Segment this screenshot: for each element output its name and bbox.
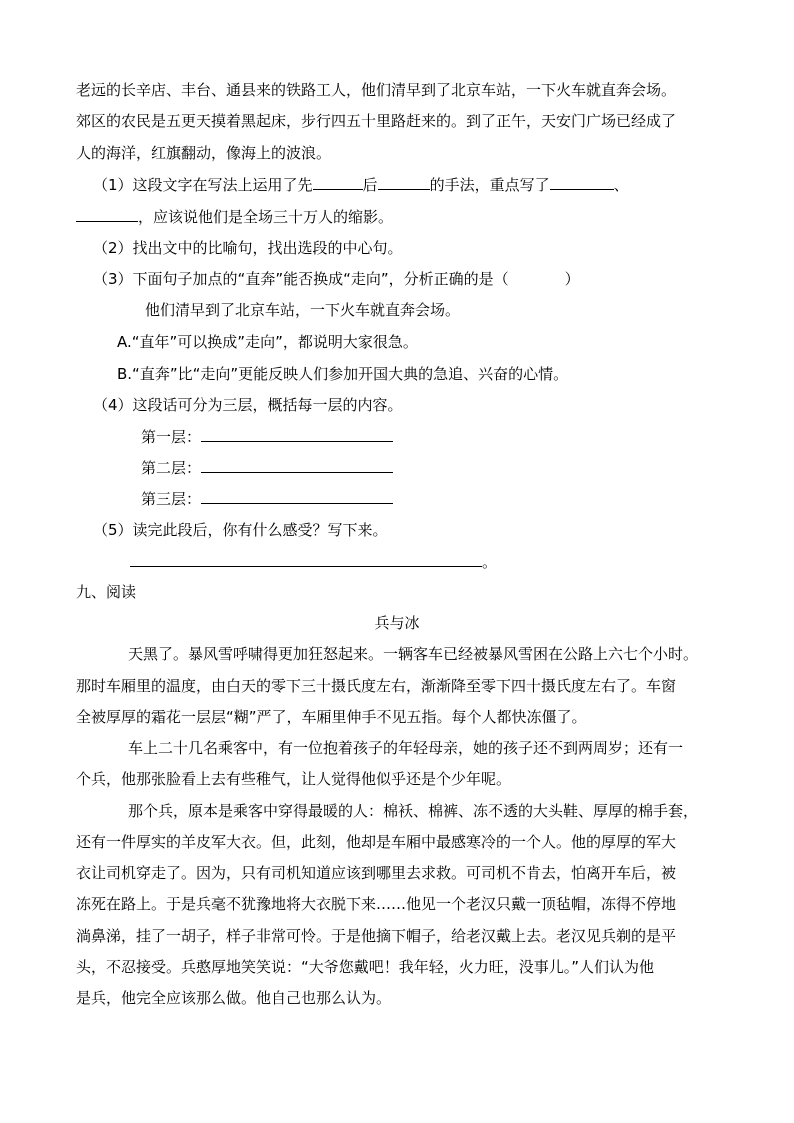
article-line: 衣让司机穿走了。因为，只有司机知道应该到哪里去求救。可司机不肯去，怕离开车后，被 xyxy=(76,864,677,882)
question-1-cont xyxy=(76,206,393,228)
q3-sentence: 他们清早到了北京车站，一下火车就直奔会场。 xyxy=(145,301,461,319)
passage-line: 老远的长辛店、丰台、通县来的铁路工人，他们清早到了北京车站，一下火车就直奔会场。 xyxy=(76,81,677,99)
q1-blank-focus-1[interactable] xyxy=(550,175,614,190)
article-title: 兵与冰 xyxy=(374,614,420,632)
article-line: 个兵，他那张脸看上去有些稚气，让人觉得他似乎还是个少年呢。 xyxy=(76,770,512,788)
passage-line: 人的海洋，红旗翻动，像海上的波浪。 xyxy=(76,144,332,162)
q4-layer-2-blank[interactable] xyxy=(201,458,393,473)
q3-stem: （3）下面句子加点的“直奔”能否换成“走向”，分析正确的是（ xyxy=(93,270,509,288)
article-line: 淌鼻涕，挂了一胡子，样子非常可怜。于是他摘下帽子，给老汉戴上去。老汉见兵剃的是平 xyxy=(76,927,677,945)
question-3 xyxy=(93,268,580,290)
q4-layer-3 xyxy=(141,488,393,510)
q5-answer-line xyxy=(130,551,497,573)
section-heading: 九、阅读 xyxy=(76,583,137,601)
question-5: （5）读完此段后，你有什么感受？写下来。 xyxy=(93,521,388,539)
article-line: 头，不忍接受。兵憨厚地笑笑说：“大爷您戴吧！我年轻，火力旺，没事儿。”人们认为他 xyxy=(76,958,655,976)
q1-text-b: 后 xyxy=(362,176,378,194)
passage-line: 郊区的农民是五更天摸着黑起床，步行四五十里路赶来的。到了正午，天安门广场已经成了 xyxy=(76,112,677,130)
q1-text-d: 、 xyxy=(613,176,629,194)
q4-layer-1-label: 第一层： xyxy=(141,428,202,446)
q4-layer-3-label: 第三层： xyxy=(141,490,202,508)
q1-blank-first[interactable] xyxy=(313,175,363,190)
q1-text-a: （1）这段文字在写法上运用了先 xyxy=(93,176,313,194)
question-4: （4）这段话可分为三层，概括每一层的内容。 xyxy=(93,396,403,414)
article-line: 那时车厢里的温度，由白天的零下三十摄氏度左右，渐渐降至零下四十摄氏度左右了。车窗 xyxy=(76,677,677,695)
q3-option-b[interactable]: B.“直奔”比“走向”更能反映人们参加开国大典的急追、兴奋的心情。 xyxy=(117,365,569,383)
q3-close: ） xyxy=(564,270,580,288)
article-line: 是兵，他完全应该那么做。他自己也那么认为。 xyxy=(76,989,392,1007)
article-line: 全被厚厚的霜花一层层“糊”严了，车厢里伸手不见五指。每个人都快冻僵了。 xyxy=(76,708,587,726)
q4-layer-1 xyxy=(141,426,393,448)
article-line: 车上二十几名乘客中，有一位抱着孩子的年轻母亲，她的孩子还不到两周岁；还有一 xyxy=(128,739,684,757)
q4-layer-2-label: 第二层： xyxy=(141,459,202,477)
article-line: 冻死在路上。于是兵毫不犹豫地将大衣脱下来……他见一个老汉只戴一顶毡帽，冻得不停地 xyxy=(76,895,677,913)
q4-layer-1-blank[interactable] xyxy=(201,427,393,442)
q1-text-e: ，应该说他们是全场三十万人的缩影。 xyxy=(138,208,394,226)
question-1 xyxy=(93,174,629,196)
article-line: 天黑了。暴风雪呼啸得更加狂怒起来。一辆客车已经被暴风雪困在公路上六七个小时。 xyxy=(128,645,699,663)
q1-blank-then[interactable] xyxy=(378,175,430,190)
q4-layer-2 xyxy=(141,457,393,479)
q1-blank-focus-2[interactable] xyxy=(76,207,138,222)
q3-option-a[interactable]: A.“直年”可以换成”走向”，都说明大家很急。 xyxy=(117,333,418,351)
q5-end: 。 xyxy=(482,553,498,571)
q5-answer-blank[interactable] xyxy=(130,552,482,567)
q1-text-c: 的手法，重点写了 xyxy=(429,176,550,194)
article-line: 那个兵，原本是乘客中穿得最暖的人：棉袄、棉裤、冻不透的大头鞋、厚厚的棉手套， xyxy=(128,802,699,820)
q4-layer-3-blank[interactable] xyxy=(201,489,393,504)
article-line: 还有一件厚实的羊皮军大衣。但，此刻，他却是车厢中最感寒冷的一个人。他的厚厚的军大 xyxy=(76,833,677,851)
question-2: （2）找出文中的比喻句，找出选段的中心句。 xyxy=(93,239,403,257)
